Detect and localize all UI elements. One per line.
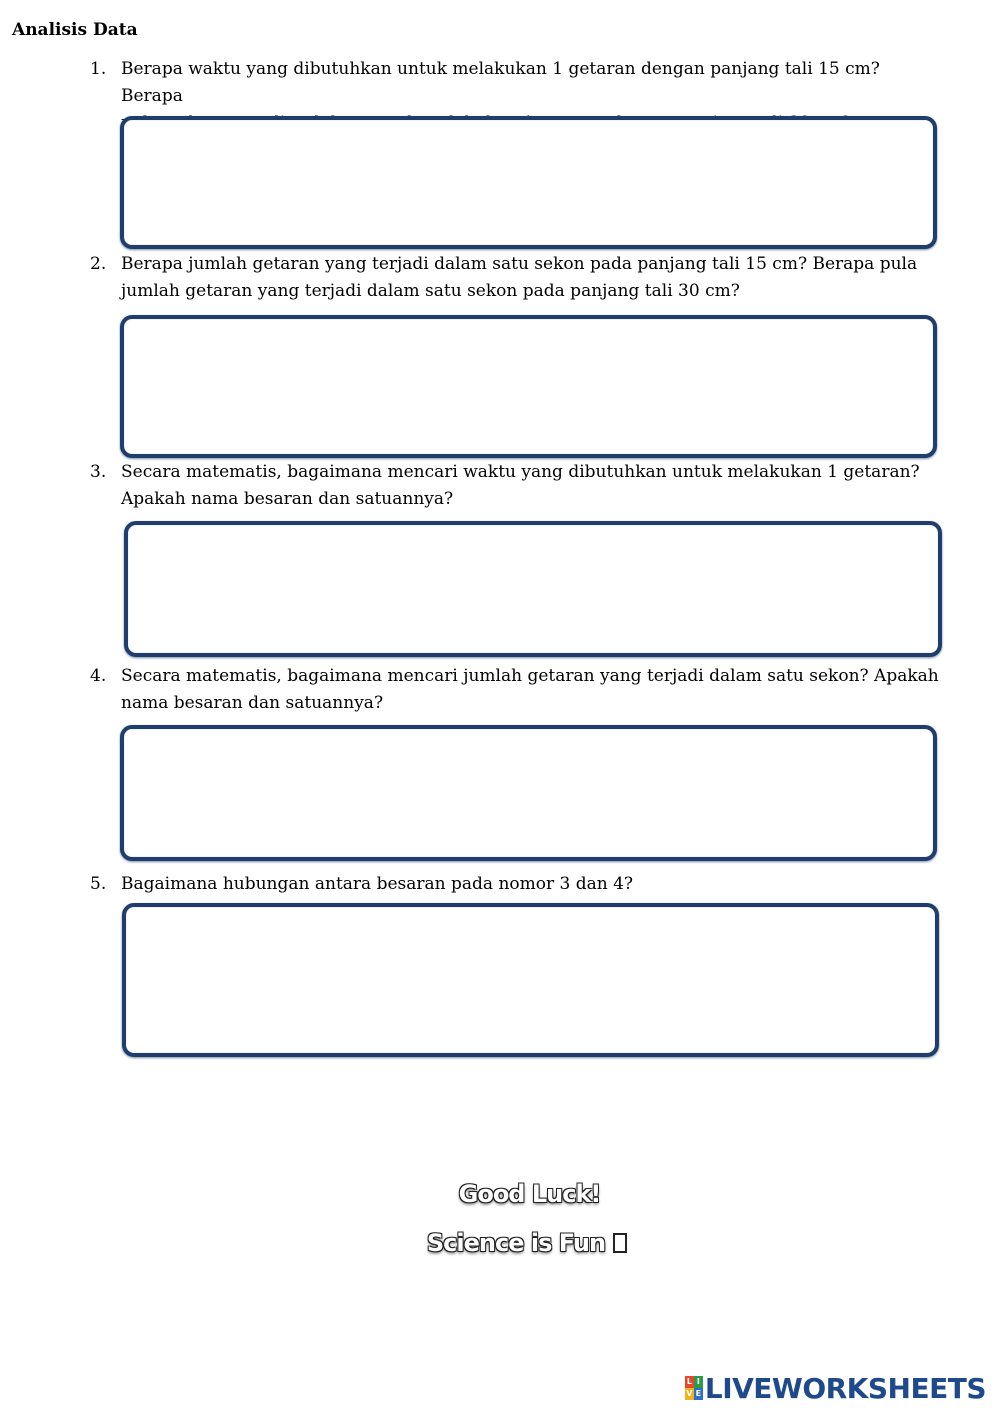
- question-text-line-2: Apakah nama besaran dan satuannya?: [121, 489, 454, 509]
- answer-box-3[interactable]: [124, 521, 942, 657]
- good-luck-text: Good Luck!: [458, 1180, 601, 1208]
- question-number: 3.: [90, 462, 107, 482]
- section-title: Analisis Data: [12, 20, 138, 40]
- logo-letter-e: E: [695, 1389, 702, 1398]
- logo-letter-l: L: [686, 1377, 692, 1386]
- question-text-line-1: Bagaimana hubungan antara besaran pada nomor 3 dan 4?: [121, 874, 634, 894]
- liveworksheets-brand: [685, 1372, 986, 1404]
- question-5: [90, 871, 940, 898]
- answer-box-4[interactable]: [120, 725, 937, 861]
- science-is-fun-text: Science is Fun: [426, 1229, 606, 1257]
- footer-science-fun: [0, 1229, 999, 1257]
- question-text-line-2: nama besaran dan satuannya?: [121, 693, 384, 713]
- question-3: [90, 459, 940, 513]
- logo-letter-v: V: [686, 1389, 693, 1398]
- question-text-line-1: Secara matematis, bagaimana mencari waktu yang dibutuhkan untuk melakukan 1 getaran?: [121, 462, 920, 482]
- footer-good-luck: [0, 1180, 999, 1208]
- question-4: [90, 663, 940, 717]
- answer-box-2[interactable]: [120, 315, 937, 458]
- brand-name: LIVEWORKSHEETS: [704, 1371, 986, 1405]
- missing-glyph-icon: [613, 1233, 627, 1253]
- question-text-line-1: Berapa waktu yang dibutuhkan untuk melakukan 1 getaran dengan panjang tali 15 cm? Berapa: [121, 59, 880, 106]
- question-text-line-1: Berapa jumlah getaran yang terjadi dalam satu sekon pada panjang tali 15 cm? Berapa pula: [121, 254, 918, 274]
- answer-box-5[interactable]: [122, 903, 939, 1057]
- liveworksheets-logo-icon: [685, 1376, 703, 1400]
- question-2: [90, 251, 940, 305]
- answer-box-1[interactable]: [120, 116, 937, 249]
- question-number: 4.: [90, 666, 107, 686]
- question-number: 5.: [90, 874, 107, 894]
- question-text-line-2: jumlah getaran yang terjadi dalam satu sekon pada panjang tali 30 cm?: [121, 281, 740, 301]
- question-text-line-1: Secara matematis, bagaimana mencari jumlah getaran yang terjadi dalam satu sekon? Apakah: [121, 666, 939, 686]
- question-number: 2.: [90, 254, 107, 274]
- logo-letter-i: I: [694, 1376, 703, 1388]
- question-number: 1.: [90, 59, 107, 79]
